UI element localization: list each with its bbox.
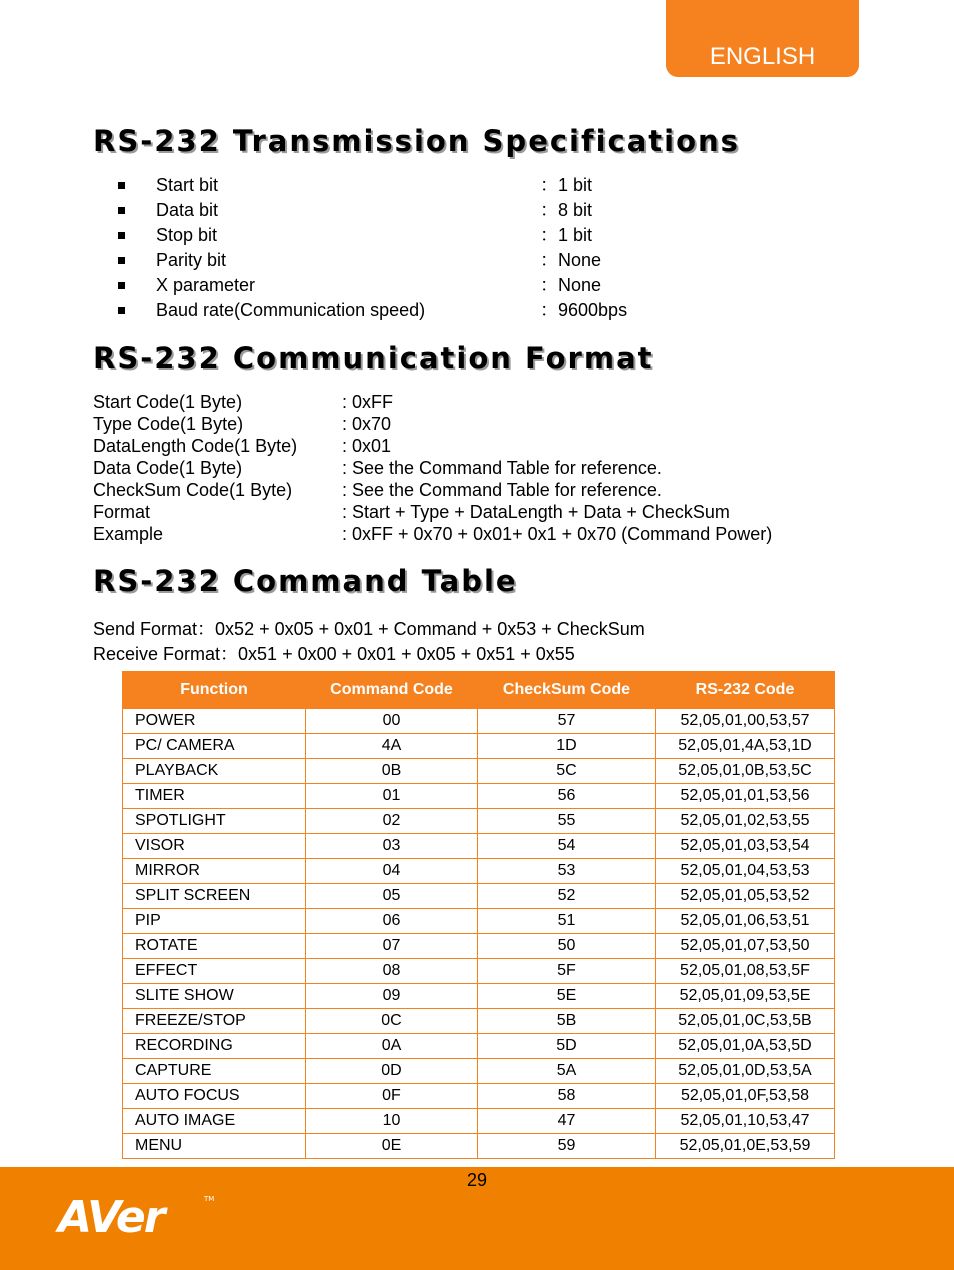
- format-value: : 0x70: [342, 414, 392, 434]
- cell-command-code: 02: [306, 809, 478, 834]
- spec-value: ：None: [540, 250, 602, 270]
- cell-checksum-code: 5D: [478, 1034, 656, 1059]
- cell-function: PLAYBACK: [123, 759, 306, 784]
- cell-checksum-code: 58: [478, 1084, 656, 1109]
- command-table: [122, 671, 835, 1159]
- cell-function: PC/ CAMERA: [123, 734, 306, 759]
- bullet-icon: [118, 257, 125, 264]
- send-format-text: Send Format：0x52 + 0x05 + 0x01 + Command + 0x53 + CheckSum: [93, 619, 645, 639]
- cell-command-code: 00: [306, 709, 478, 734]
- trademark-mark: TM: [204, 1195, 215, 1203]
- cell-checksum-code: 56: [478, 784, 656, 809]
- cell-command-code: 04: [306, 859, 478, 884]
- cell-command-code: 10: [306, 1109, 478, 1134]
- spec-label: Data bit: [156, 200, 219, 220]
- cell-checksum-code: 59: [478, 1134, 656, 1159]
- spec-value: ：1 bit: [540, 225, 593, 245]
- header-function: Function: [123, 672, 306, 709]
- table-row: [123, 734, 835, 759]
- format-label: Format: [93, 502, 151, 522]
- heading-communication-format: RS-232 Communication Format: [93, 341, 654, 375]
- format-row: [93, 479, 853, 501]
- cell-command-code: 07: [306, 934, 478, 959]
- cell-function: VISOR: [123, 834, 306, 859]
- cell-function: RECORDING: [123, 1034, 306, 1059]
- cell-checksum-code: 47: [478, 1109, 656, 1134]
- spec-value: ：8 bit: [540, 200, 593, 220]
- cell-function: MIRROR: [123, 859, 306, 884]
- receive-format-text: Receive Format：0x51 + 0x00 + 0x01 + 0x05 + 0x51 + 0x55: [93, 644, 575, 664]
- table-row: [123, 984, 835, 1009]
- cell-checksum-code: 54: [478, 834, 656, 859]
- bullet-icon: [118, 282, 125, 289]
- header-command-code: Command Code: [306, 672, 478, 709]
- format-label: Type Code(1 Byte): [93, 414, 244, 434]
- spec-label: Baud rate(Communication speed): [156, 300, 426, 320]
- table-row: [123, 909, 835, 934]
- cell-function: AUTO FOCUS: [123, 1084, 306, 1109]
- command-table-header: [123, 672, 835, 709]
- format-label: Example: [93, 524, 164, 544]
- cell-rs232-code: 52,05,01,4A,53,1D: [656, 734, 835, 759]
- table-row: [123, 834, 835, 859]
- cell-function: PIP: [123, 909, 306, 934]
- cell-rs232-code: 52,05,01,0F,53,58: [656, 1084, 835, 1109]
- spec-label: Stop bit: [156, 225, 218, 245]
- format-row: [93, 523, 853, 545]
- spec-value: ：9600bps: [540, 300, 628, 320]
- table-row: [123, 1034, 835, 1059]
- table-row: [123, 1059, 835, 1084]
- table-row: [123, 1009, 835, 1034]
- cell-checksum-code: 57: [478, 709, 656, 734]
- cell-command-code: 08: [306, 959, 478, 984]
- cell-checksum-code: 5B: [478, 1009, 656, 1034]
- table-row: [123, 759, 835, 784]
- format-label: CheckSum Code(1 Byte): [93, 480, 293, 500]
- format-row: [93, 501, 853, 523]
- heading-command-table: RS-232 Command Table: [93, 564, 518, 598]
- format-row: [93, 435, 853, 457]
- cell-rs232-code: 52,05,01,04,53,53: [656, 859, 835, 884]
- table-row: [123, 1134, 835, 1159]
- format-label: Start Code(1 Byte): [93, 392, 243, 412]
- page-number: 29: [466, 1170, 488, 1190]
- cell-function: EFFECT: [123, 959, 306, 984]
- table-row: [123, 1109, 835, 1134]
- cell-rs232-code: 52,05,01,02,53,55: [656, 809, 835, 834]
- spec-label: X parameter: [156, 275, 256, 295]
- cell-command-code: 05: [306, 884, 478, 909]
- header-rs232-code: RS-232 Code: [656, 672, 835, 709]
- cell-command-code: 0C: [306, 1009, 478, 1034]
- cell-command-code: 4A: [306, 734, 478, 759]
- cell-function: SPOTLIGHT: [123, 809, 306, 834]
- spec-value: ：None: [540, 275, 602, 295]
- communication-format-list: [93, 391, 853, 545]
- cell-command-code: 0D: [306, 1059, 478, 1084]
- aver-logo: AVer: [58, 1192, 164, 1243]
- cell-command-code: 01: [306, 784, 478, 809]
- table-row: [123, 859, 835, 884]
- cell-checksum-code: 51: [478, 909, 656, 934]
- format-row: [93, 413, 853, 435]
- format-value: : 0xFF + 0x70 + 0x01+ 0x1 + 0x70 (Command Power): [342, 524, 773, 544]
- command-table-body: [123, 709, 835, 1159]
- table-row: [123, 709, 835, 734]
- format-value: : Start + Type + DataLength + Data + CheckSum: [342, 502, 730, 522]
- cell-function: CAPTURE: [123, 1059, 306, 1084]
- format-row: [93, 457, 853, 479]
- format-row: [93, 391, 853, 413]
- cell-command-code: 0B: [306, 759, 478, 784]
- cell-function: MENU: [123, 1134, 306, 1159]
- bullet-icon: [118, 182, 125, 189]
- cell-checksum-code: 5A: [478, 1059, 656, 1084]
- cell-rs232-code: 52,05,01,08,53,5F: [656, 959, 835, 984]
- cell-function: SPLIT SCREEN: [123, 884, 306, 909]
- bullet-icon: [118, 207, 125, 214]
- table-row: [123, 934, 835, 959]
- table-row: [123, 959, 835, 984]
- cell-rs232-code: 52,05,01,10,53,47: [656, 1109, 835, 1134]
- format-label: Data Code(1 Byte): [93, 458, 243, 478]
- cell-function: TIMER: [123, 784, 306, 809]
- cell-function: FREEZE/STOP: [123, 1009, 306, 1034]
- cell-checksum-code: 1D: [478, 734, 656, 759]
- cell-function: AUTO IMAGE: [123, 1109, 306, 1134]
- cell-rs232-code: 52,05,01,0B,53,5C: [656, 759, 835, 784]
- format-value: : See the Command Table for reference.: [342, 458, 662, 478]
- cell-rs232-code: 52,05,01,0A,53,5D: [656, 1034, 835, 1059]
- cell-rs232-code: 52,05,01,06,53,51: [656, 909, 835, 934]
- spec-value: ：1 bit: [540, 175, 593, 195]
- cell-checksum-code: 50: [478, 934, 656, 959]
- cell-function: POWER: [123, 709, 306, 734]
- table-row: [123, 1084, 835, 1109]
- cell-function: ROTATE: [123, 934, 306, 959]
- heading-transmission-specifications: RS-232 Transmission Specifications: [93, 124, 740, 158]
- format-value: : See the Command Table for reference.: [342, 480, 662, 500]
- language-tab-label: ENGLISH: [709, 43, 816, 70]
- cell-rs232-code: 52,05,01,01,53,56: [656, 784, 835, 809]
- table-row: [123, 809, 835, 834]
- cell-checksum-code: 5F: [478, 959, 656, 984]
- cell-command-code: 0F: [306, 1084, 478, 1109]
- cell-checksum-code: 5C: [478, 759, 656, 784]
- format-label: DataLength Code(1 Byte): [93, 436, 298, 456]
- cell-command-code: 06: [306, 909, 478, 934]
- cell-rs232-code: 52,05,01,00,53,57: [656, 709, 835, 734]
- cell-command-code: 03: [306, 834, 478, 859]
- cell-checksum-code: 5E: [478, 984, 656, 1009]
- cell-checksum-code: 53: [478, 859, 656, 884]
- header-checksum-code: CheckSum Code: [478, 672, 656, 709]
- cell-rs232-code: 52,05,01,0D,53,5A: [656, 1059, 835, 1084]
- table-row: [123, 784, 835, 809]
- cell-checksum-code: 55: [478, 809, 656, 834]
- table-header-row: [123, 672, 835, 709]
- format-value: : 0x01: [342, 436, 392, 456]
- cell-rs232-code: 52,05,01,07,53,50: [656, 934, 835, 959]
- spec-label: Start bit: [156, 175, 219, 195]
- format-value: : 0xFF: [342, 392, 394, 412]
- cell-command-code: 0A: [306, 1034, 478, 1059]
- table-row: [123, 884, 835, 909]
- cell-function: SLITE SHOW: [123, 984, 306, 1009]
- cell-command-code: 0E: [306, 1134, 478, 1159]
- cell-checksum-code: 52: [478, 884, 656, 909]
- bullet-icon: [118, 307, 125, 314]
- bullet-icon: [118, 232, 125, 239]
- cell-command-code: 09: [306, 984, 478, 1009]
- cell-rs232-code: 52,05,01,0E,53,59: [656, 1134, 835, 1159]
- language-tab[interactable]: [666, 0, 859, 77]
- cell-rs232-code: 52,05,01,03,53,54: [656, 834, 835, 859]
- cell-rs232-code: 52,05,01,09,53,5E: [656, 984, 835, 1009]
- spec-label: Parity bit: [156, 250, 227, 270]
- cell-rs232-code: 52,05,01,05,53,52: [656, 884, 835, 909]
- cell-rs232-code: 52,05,01,0C,53,5B: [656, 1009, 835, 1034]
